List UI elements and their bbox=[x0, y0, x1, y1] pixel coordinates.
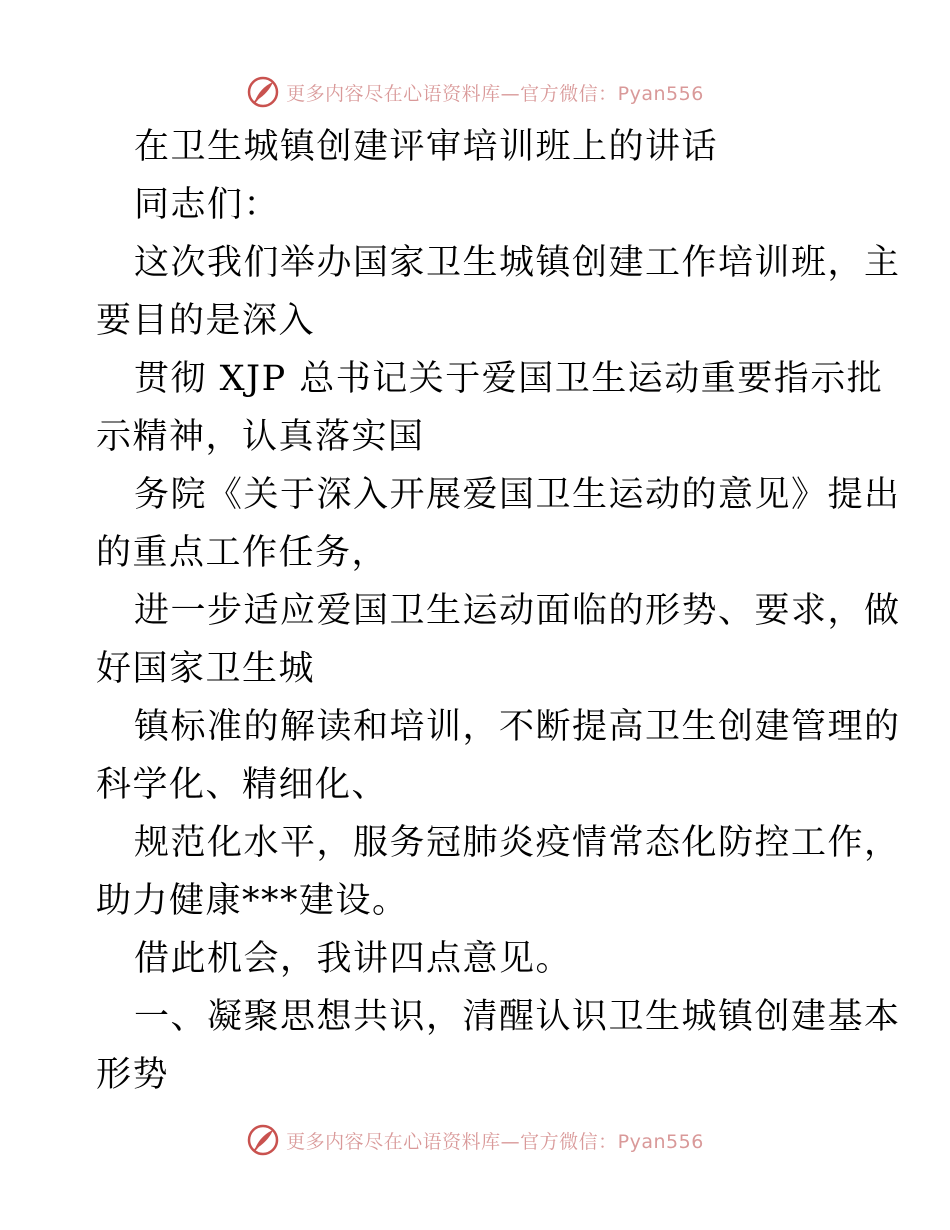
salutation: 同志们： bbox=[134, 185, 281, 225]
section-heading: 一、凝聚思想共识，清醒认识卫生城镇创建基本 bbox=[134, 997, 901, 1037]
paragraph-line: 这次我们举办国家卫生城镇创建工作培训班，主 bbox=[134, 243, 901, 283]
paragraph-line: 借此机会，我讲四点意见。 bbox=[134, 939, 573, 979]
document-title: 在卫生城镇创建评审培训班上的讲话 bbox=[134, 127, 719, 167]
watermark-text: 更多内容尽在心语资料库—官方微信：Pyan556 bbox=[286, 1130, 704, 1153]
watermark-text: 更多内容尽在心语资料库—官方微信：Pyan556 bbox=[286, 82, 704, 105]
paragraph-line: 的重点工作任务， bbox=[96, 533, 389, 573]
paragraph-line: 要目的是深入 bbox=[96, 301, 316, 341]
paragraph-line: 好国家卫生城 bbox=[96, 649, 316, 689]
feather-pen-logo-icon bbox=[246, 1123, 280, 1157]
paragraph-line: 贯彻 XJP 总书记关于爱国卫生运动重要指示批 bbox=[134, 359, 884, 399]
feather-pen-logo-icon bbox=[246, 75, 280, 109]
paragraph-line: 科学化、精细化、 bbox=[96, 765, 389, 805]
section-heading-continued: 形势 bbox=[96, 1055, 170, 1095]
paragraph-line: 助力健康***建设。 bbox=[96, 881, 409, 921]
paragraph-line: 务院《关于深入开展爱国卫生运动的意见》提出 bbox=[134, 475, 901, 515]
paragraph-line: 规范化水平，服务冠肺炎疫情常态化防控工作， bbox=[134, 823, 901, 863]
paragraph-line: 镇标准的解读和培训，不断提高卫生创建管理的 bbox=[134, 707, 901, 747]
watermark-header bbox=[0, 70, 950, 114]
paragraph-line: 示精神，认真落实国 bbox=[96, 417, 425, 457]
watermark-footer bbox=[0, 1118, 950, 1162]
document-body bbox=[96, 118, 901, 1104]
paragraph-line: 进一步适应爱国卫生运动面临的形势、要求，做 bbox=[134, 591, 901, 631]
